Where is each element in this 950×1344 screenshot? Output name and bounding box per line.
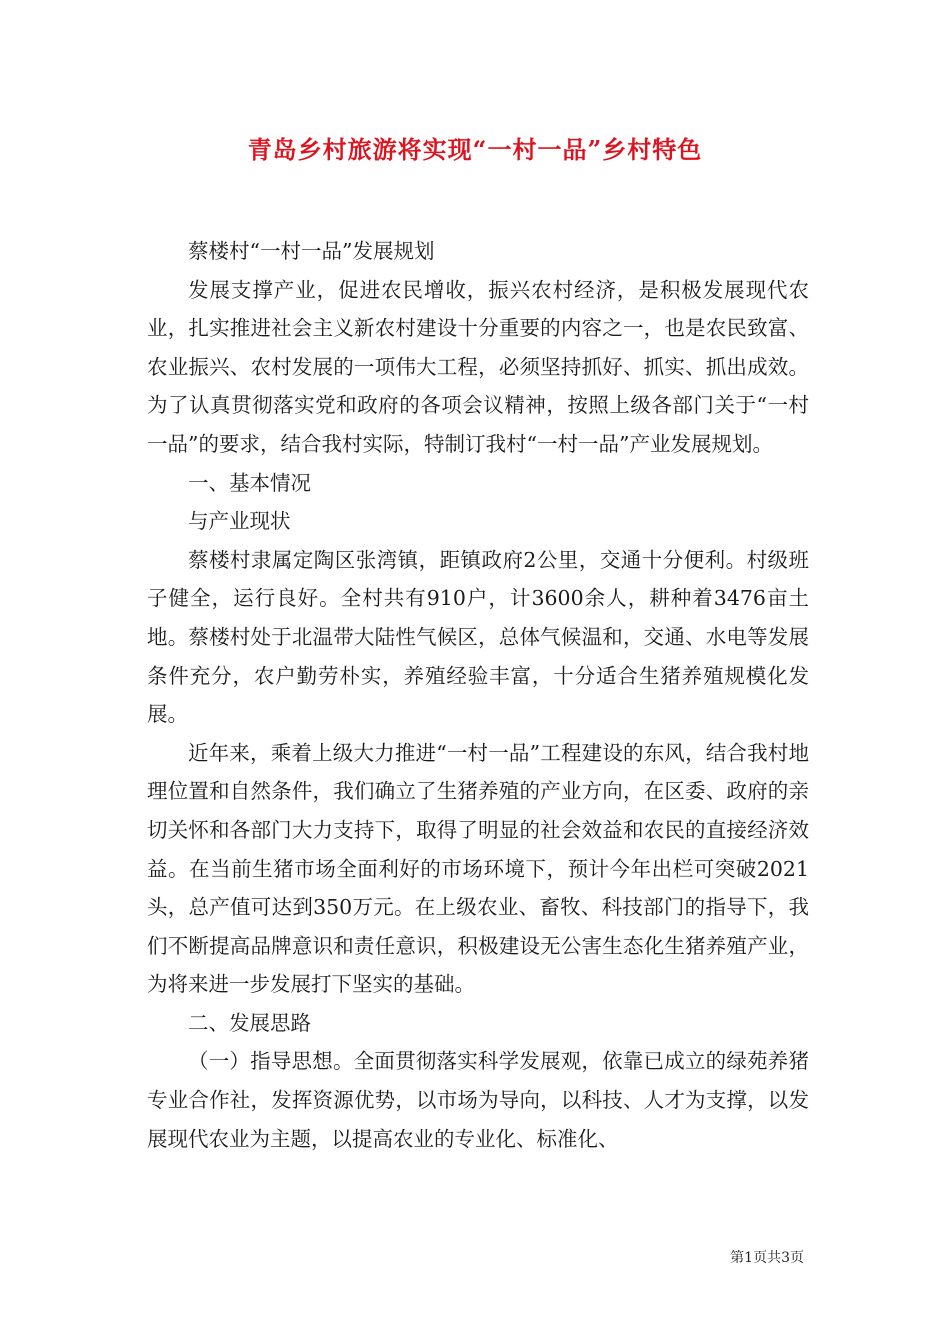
paragraph: 近年来，乘着上级大力推进“一村一品”工程建设的东风，结合我村地理位置和自然条件，我们确立了生猪养殖的产业方向，在区委、政府的亲切关怀和各部门大力支持下，取得了明显的社会效益和农民的直接经济效益。在当前生猪市场全面利好的市场环境下，预计今年出栏可突破2021头，总产值可达到350万元。在上级农业、畜牧、科技部门的指导下，我们不断提高品牌意识和责任意识，积极建设无公害生态化生猪养殖产业，为将来进一步发展打下坚实的基础。 <box>147 740 809 997</box>
paragraph: （一）指导思想。全面贯彻落实科学发展观，依靠已成立的绿苑养猪专业合作社，发挥资源优势，以市场为导向，以科技、人才为支撑，以发展现代农业为主题，以提高农业的专业化、标准化、 <box>147 1049 809 1151</box>
document-body <box>147 232 809 1158</box>
section-heading: 与产业现状 <box>188 509 291 534</box>
section-heading: 一、基本情况 <box>188 470 311 495</box>
section-heading: 蔡楼村“一村一品”发展规划 <box>188 239 435 263</box>
paragraph: 蔡楼村隶属定陶区张湾镇，距镇政府2公里，交通十分便利。村级班子健全，运行良好。全村共有910户，计3600余人，耕种着3476亩土地。蔡楼村处于北温带大陆性气候区，总体气候温和，交通、水电等发展条件充分，农户勤劳朴实，养殖经验丰富，十分适合生猪养殖规模化发展。 <box>147 547 809 727</box>
page-title: 青岛乡村旅游将实现“一村一品”乡村特色 <box>247 135 703 164</box>
section-heading: 二、发展思路 <box>188 1010 311 1035</box>
paragraph: 发展支撑产业，促进农民增收，振兴农村经济，是积极发展现代农业，扎实推进社会主义新农村建设十分重要的内容之一，也是农民致富、农业振兴、农村发展的一项伟大工程，必须坚持抓好、抓实、抓出成效。为了认真贯彻落实党和政府的各项会议精神，按照上级各部门关于“一村一品”的要求，结合我村实际，特制订我村“一村一品”产业发展规划。 <box>147 277 809 456</box>
page-number: 第1页共3页 <box>730 1250 804 1266</box>
